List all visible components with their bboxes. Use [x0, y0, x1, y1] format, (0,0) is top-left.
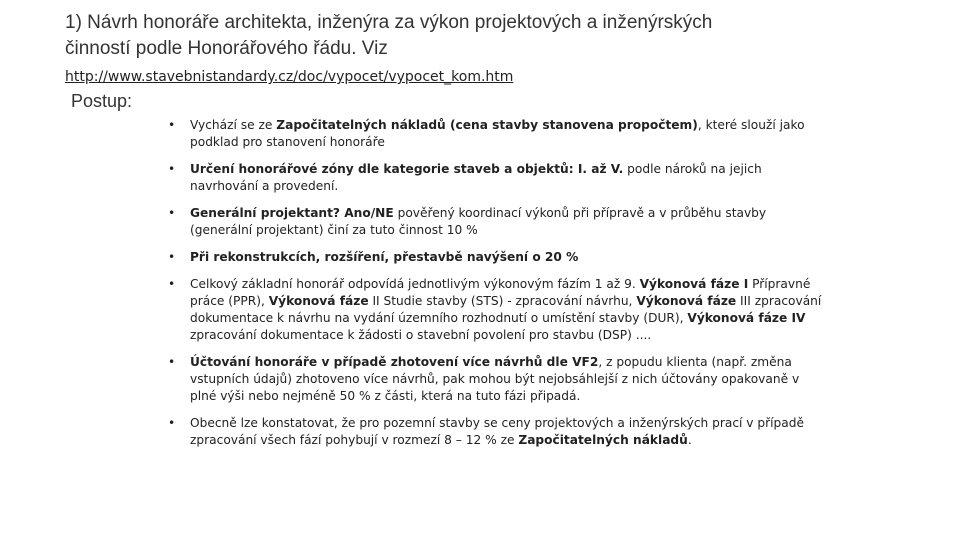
text-run: Celkový základní honorář odpovídá jednotlivým výkonovým fázím 1 až 9. [190, 277, 640, 291]
text-run-bold: Účtování honoráře v případě zhotovení více návrhů dle VF2 [190, 355, 599, 369]
list-item [168, 354, 828, 405]
text-run: Obecně lze konstatovat, že pro pozemní stavby se ceny projektových a inženýrských prací v případě zpracování všech fází pohybují v rozmezí 8 – 12 % ze [190, 416, 804, 447]
text-run: pověřený koordinací výkonů při přípravě a v průběhu stavby (generální projektant) činí za tuto činnost 10 % [190, 206, 767, 237]
list-item [168, 415, 828, 449]
bullet-icon: • [168, 118, 176, 132]
text-run: , které slouží jako podklad pro stanovení honoráře [190, 118, 805, 149]
bullet-icon: • [168, 416, 176, 430]
procedure-list [168, 117, 828, 459]
page-title [65, 10, 925, 62]
text-run-bold: Výkonová fáze [636, 294, 737, 308]
text-run-bold: Výkonová fáze IV [687, 311, 806, 325]
text-run: zpracování dokumentace k žádosti o stavební povolení pro stavbu (DSP) .... [190, 328, 652, 342]
text-run-bold: Výkonová fáze I [639, 277, 749, 291]
text-run: . [687, 433, 692, 447]
list-item [168, 276, 828, 344]
list-item [168, 117, 828, 151]
procedure-heading: Postup: [71, 91, 133, 111]
text-run-bold: Výkonová fáze [268, 294, 369, 308]
text-run: III zpracování dokumentace k návrhu na vydání územního rozhodnutí o umístění stavby (DUR), [190, 294, 822, 325]
text-run-bold: Generální projektant? Ano/NE [190, 206, 394, 220]
text-run-bold: Započitatelných nákladů [518, 433, 688, 447]
text-run: II Studie stavby (STS) - zpracování návrhu, [368, 294, 637, 308]
title-line-2: činností podle Honorářového řádu. Viz [65, 38, 388, 59]
title-line-1: 1) Návrh honoráře architekta, inženýra za výkon projektových a inženýrských [65, 12, 713, 33]
text-run: podle nároků na jejich navrhování a provedení. [190, 162, 762, 193]
text-run: Vychází se ze [190, 118, 277, 132]
text-run-bold: Při rekonstrukcích, rozšíření, přestavbě navýšení o 20 % [190, 250, 579, 264]
bullet-icon: • [168, 355, 176, 369]
text-run-bold: Započitatelných nákladů (cena stavby stanovena propočtem) [276, 118, 698, 132]
list-item [168, 161, 828, 195]
list-item [168, 249, 828, 266]
bullet-icon: • [168, 277, 176, 291]
calculation-link[interactable]: http://www.stavebnistandardy.cz/doc/vypocet/vypocet_kom.htm [65, 69, 514, 85]
text-run: Přípravné práce (PPR), [190, 277, 811, 308]
list-item [168, 205, 828, 239]
bullet-icon: • [168, 162, 176, 176]
text-run-bold: Určení honorářové zóny dle kategorie staveb a objektů: I. až V. [190, 162, 624, 176]
bullet-icon: • [168, 250, 176, 264]
text-run: , z popudu klienta (např. změna vstupních údajů) zhotoveno více návrhů, pak mohou být nejobsáhlejší z nich účtovány opakovaně v plné výši nebo nejméně 50 % z části, která na tuto fázi připadá. [190, 355, 800, 403]
bullet-icon: • [168, 206, 176, 220]
